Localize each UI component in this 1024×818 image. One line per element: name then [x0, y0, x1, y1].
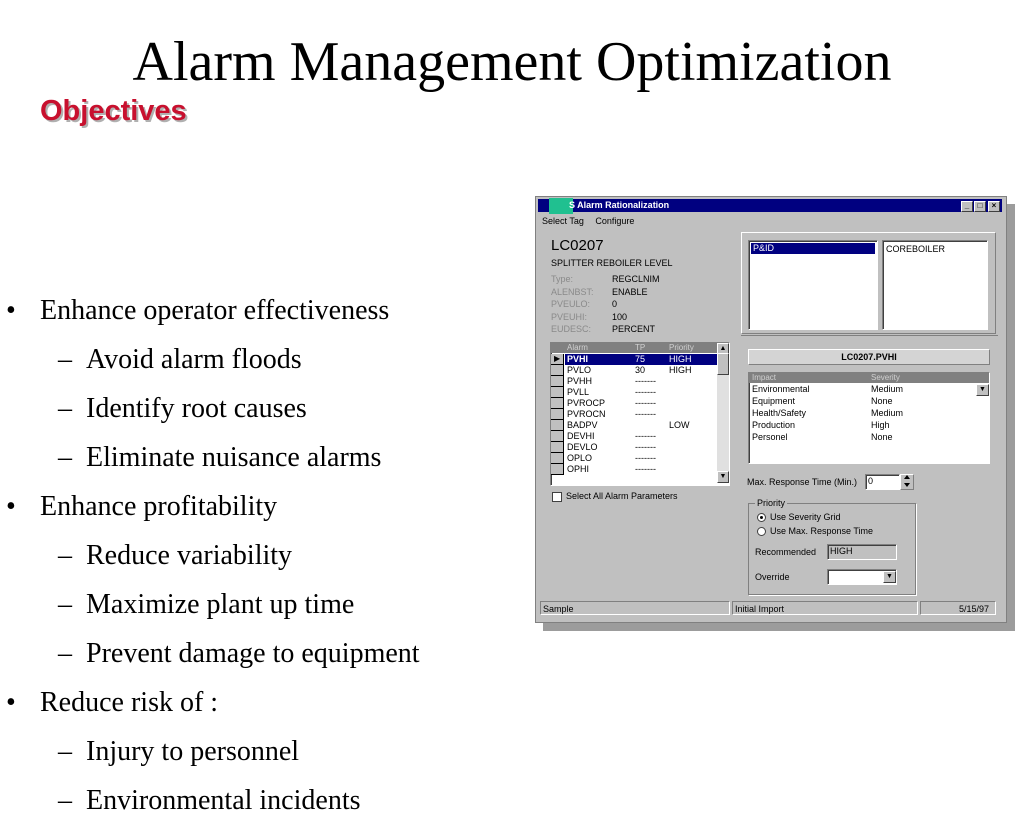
bullet-marker: • — [6, 687, 16, 718]
alarm-priority: HIGH — [669, 354, 692, 364]
alarm-tp: ------- — [635, 431, 656, 441]
sub-bullet-item — [58, 392, 307, 426]
alarm-tp: ------- — [635, 398, 656, 408]
bullet-text: Reduce risk of : — [40, 687, 219, 718]
tag-property-value: ENABLE — [612, 286, 648, 297]
override-dropdown-icon[interactable]: ▼ — [883, 571, 896, 583]
window-titlebar[interactable] — [538, 199, 1002, 212]
menu-select-tag[interactable]: Select Tag — [542, 216, 584, 226]
menu-bar — [542, 216, 643, 228]
alarm-name: PVLL — [567, 387, 590, 397]
bullet-item — [6, 294, 390, 328]
recommended-field — [827, 544, 897, 560]
alarm-row-cells — [565, 409, 717, 420]
alarm-row[interactable] — [551, 409, 717, 420]
status-cell-source: Initial Import — [732, 601, 918, 615]
override-select[interactable] — [827, 569, 897, 585]
col-impact: Impact — [752, 373, 777, 382]
alarm-row[interactable] — [551, 354, 717, 365]
status-cell-database: Sample — [540, 601, 730, 615]
alarm-row[interactable] — [551, 365, 717, 376]
bullet-text: Enhance profitability — [40, 491, 278, 522]
sub-bullet-item — [58, 735, 300, 769]
tag-id: LC0207 — [551, 237, 604, 254]
tag-property-key: PVEUHI: — [551, 311, 588, 322]
tag-property-value: 0 — [612, 299, 618, 309]
impact-category: Health/Safety — [752, 408, 807, 418]
row-selector[interactable] — [551, 420, 564, 431]
priority-group — [748, 498, 916, 595]
alarm-row[interactable] — [551, 464, 717, 475]
alarm-tp: ------- — [635, 453, 656, 463]
impact-row[interactable] — [749, 419, 989, 431]
impact-severity: Medium — [871, 384, 904, 394]
max-response-label: Max. Response Time (Min.) — [747, 477, 858, 487]
select-all-checkbox[interactable] — [552, 492, 562, 502]
row-selector[interactable] — [551, 354, 564, 365]
bullet-marker: • — [6, 491, 16, 522]
scroll-thumb[interactable] — [717, 353, 729, 375]
unit-list-item[interactable]: COREBOILER — [886, 244, 946, 254]
row-selector[interactable] — [551, 453, 564, 464]
row-selector[interactable] — [551, 387, 564, 398]
alarm-row-cells — [565, 453, 717, 464]
dash-marker: – — [58, 785, 72, 816]
pid-list-item[interactable]: P&ID — [751, 243, 875, 254]
dash-marker: – — [58, 442, 72, 473]
spin-up-icon[interactable] — [904, 475, 910, 479]
recommended-label: Recommended — [755, 547, 817, 557]
alarm-name: PVROCP — [567, 398, 606, 408]
impact-row[interactable] — [749, 383, 989, 395]
severity-dropdown-button[interactable]: ▼ — [976, 384, 989, 396]
impact-row[interactable] — [749, 407, 989, 419]
row-selector[interactable] — [551, 365, 564, 376]
alarm-row-cells — [565, 387, 717, 398]
impact-severity: None — [871, 432, 893, 442]
alarm-row[interactable] — [551, 431, 717, 442]
sub-bullet-item — [58, 441, 382, 475]
impact-severity: High — [871, 420, 890, 430]
alarm-row[interactable] — [551, 376, 717, 387]
max-response-spinner[interactable] — [900, 474, 914, 490]
impact-row[interactable] — [749, 431, 989, 443]
tag-property-value: 100 — [612, 311, 628, 322]
alarm-tp: ------- — [635, 409, 656, 419]
alarm-row[interactable] — [551, 442, 717, 453]
bullet-item — [6, 490, 278, 524]
close-button[interactable]: × — [988, 201, 1000, 212]
use-max-response-label: Use Max. Response Time — [770, 526, 874, 536]
alarm-grid[interactable] — [550, 342, 730, 486]
alarm-tp: ------- — [635, 442, 656, 452]
alarm-grid-header — [551, 343, 717, 353]
window-title: S Alarm Rationalization — [569, 200, 670, 210]
impact-category: Environmental — [752, 384, 810, 394]
alarm-name: OPHI — [567, 464, 590, 474]
tag-property-key: EUDESC: — [551, 324, 592, 334]
bullet-text: Maximize plant up time — [86, 589, 355, 620]
dash-marker: – — [58, 589, 72, 620]
impact-row[interactable] — [749, 395, 989, 407]
alarm-tp: 75 — [635, 354, 646, 364]
override-label: Override — [755, 572, 790, 582]
sub-bullet-item — [58, 588, 355, 622]
sub-bullet-item — [58, 637, 420, 671]
bullet-text: Avoid alarm floods — [86, 344, 302, 375]
alarm-tp: ------- — [635, 387, 656, 397]
alarm-row-cells — [565, 376, 717, 387]
alarm-row-cells — [565, 354, 717, 365]
row-selector[interactable] — [551, 376, 564, 387]
alarm-name: BADPV — [567, 420, 598, 430]
alarm-grid-scrollbar[interactable] — [717, 343, 729, 483]
alarm-tp: ------- — [635, 376, 656, 386]
bullet-text: Prevent damage to equipment — [86, 638, 420, 669]
max-response-input[interactable] — [865, 474, 900, 490]
sub-bullet-item — [58, 784, 361, 818]
alarm-row-cells — [565, 442, 717, 453]
impact-category: Equipment — [752, 396, 796, 406]
impact-severity: Medium — [871, 408, 904, 418]
bullet-text: Eliminate nuisance alarms — [86, 442, 382, 473]
tag-property-value: REGCLNIM — [612, 274, 660, 284]
col-priority: Priority — [669, 343, 694, 352]
max-response-value: 0 — [868, 476, 874, 486]
row-selector[interactable] — [551, 398, 564, 409]
tag-description: SPLITTER REBOILER LEVEL — [551, 258, 673, 268]
alarm-name: PVHI — [567, 354, 589, 364]
bullet-marker: • — [6, 295, 16, 326]
status-bar — [538, 601, 1002, 615]
bullet-text: Reduce variability — [86, 540, 293, 571]
alarm-name: OPLO — [567, 453, 593, 463]
row-selector[interactable] — [551, 442, 564, 453]
bullet-text: Injury to personnel — [86, 736, 300, 767]
maximize-button[interactable]: □ — [974, 201, 986, 212]
alarm-row-cells — [565, 365, 717, 376]
select-all-label: Select All Alarm Parameters — [566, 491, 678, 501]
alarm-row-cells — [565, 398, 717, 409]
alarm-priority: LOW — [669, 420, 690, 430]
impact-severity: None — [871, 396, 893, 406]
alarm-name: DEVLO — [567, 442, 598, 452]
alarm-row-cells — [565, 431, 717, 442]
impact-category: Production — [752, 420, 796, 430]
use-severity-grid-radio[interactable] — [757, 513, 766, 522]
alarm-name: DEVHI — [567, 431, 595, 441]
scroll-down-button[interactable]: ▼ — [717, 471, 729, 483]
bullet-text: Identify root causes — [86, 393, 307, 424]
status-cell-date: 5/15/97 — [920, 601, 996, 615]
slide-subtitle: Objectives — [40, 95, 187, 127]
bullet-text: Environmental incidents — [86, 785, 361, 816]
dash-marker: – — [58, 393, 72, 424]
impact-grid[interactable] — [748, 372, 990, 464]
use-severity-grid-label: Use Severity Grid — [770, 512, 841, 522]
dash-marker: – — [58, 638, 72, 669]
alarm-rationalization-window — [535, 196, 1007, 623]
pid-list[interactable] — [748, 240, 878, 330]
alarm-name: PVHH — [567, 376, 593, 386]
spin-down-icon[interactable] — [904, 483, 910, 487]
row-selector[interactable] — [551, 409, 564, 420]
scroll-up-button[interactable]: ▲ — [717, 343, 729, 355]
alarm-tp: ------- — [635, 464, 656, 474]
alarm-name: PVROCN — [567, 409, 606, 419]
unit-list[interactable] — [882, 240, 988, 330]
dash-marker: – — [58, 540, 72, 571]
col-tp: TP — [635, 343, 646, 352]
sub-bullet-item — [58, 539, 293, 573]
dash-marker: – — [58, 344, 72, 375]
tag-property-key: Type: — [551, 274, 574, 284]
alarm-row[interactable] — [551, 398, 717, 409]
impact-category: Personel — [752, 432, 788, 442]
row-selector[interactable] — [551, 464, 564, 475]
alarm-tp: 30 — [635, 365, 646, 375]
priority-group-label: Priority — [757, 498, 786, 508]
alarm-name: PVLO — [567, 365, 592, 375]
tag-property-value: PERCENT — [612, 324, 656, 334]
recommended-value: HIGH — [830, 546, 853, 556]
use-max-response-radio[interactable] — [757, 527, 766, 536]
divider — [741, 335, 998, 336]
selected-parameter: LC0207.PVHI — [748, 349, 990, 365]
col-alarm: Alarm — [567, 343, 588, 352]
row-selector[interactable] — [551, 431, 564, 442]
alarm-priority: HIGH — [669, 365, 692, 375]
menu-configure[interactable]: Configure — [595, 216, 635, 226]
bullet-item — [6, 686, 219, 720]
alarm-row-cells — [565, 464, 717, 475]
current-row-pointer-icon: ▶ — [554, 354, 561, 363]
tag-property-key: PVEULO: — [551, 299, 591, 309]
slide-title: Alarm Management Optimization — [132, 31, 892, 93]
alarm-row[interactable] — [551, 387, 717, 398]
impact-grid-header — [749, 373, 989, 383]
alarm-row-cells — [565, 420, 717, 431]
dash-marker: – — [58, 736, 72, 767]
tag-property-key: ALENBST: — [551, 286, 594, 297]
alarm-row[interactable] — [551, 420, 717, 431]
col-severity: Severity — [871, 373, 900, 382]
bullet-text: Enhance operator effectiveness — [40, 295, 390, 326]
sub-bullet-item — [58, 343, 302, 377]
alarm-row[interactable] — [551, 453, 717, 464]
minimize-button[interactable]: _ — [961, 201, 973, 212]
